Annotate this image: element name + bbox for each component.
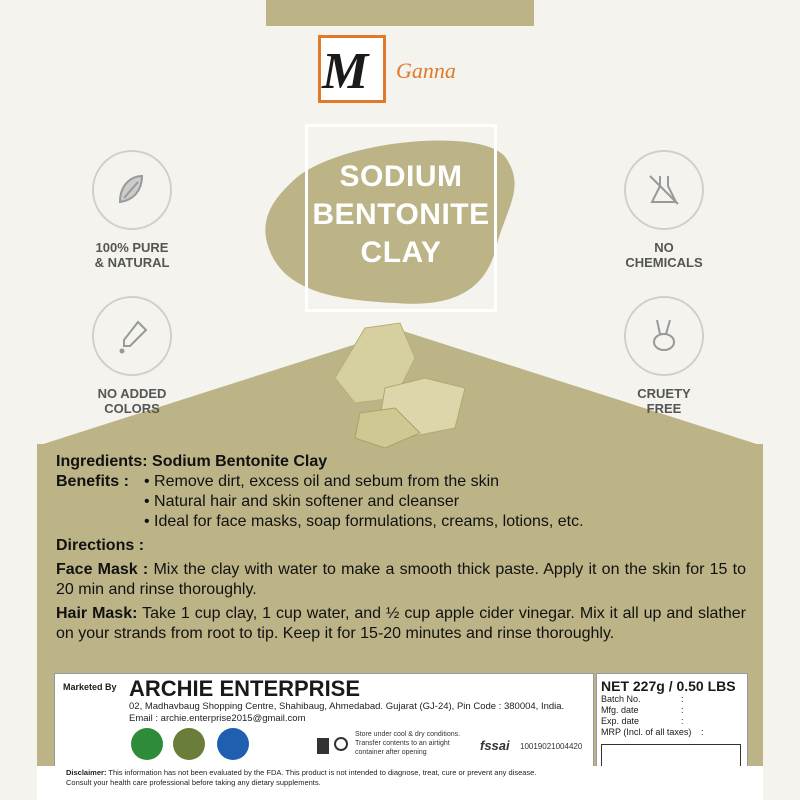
fssai-number: 10019021004420 [520,742,583,751]
title-line: BENTONITE [312,198,490,231]
feature-label: NO CHEMICALS [625,240,703,270]
feature-label: NO ADDED COLORS [97,386,167,416]
leaf-icon [92,150,172,230]
halal-icon [131,728,163,760]
dropper-icon [92,296,172,376]
feature-label: 100% PURE & NATURAL [94,240,170,270]
row-sep: : [701,727,704,737]
feature-no-chemicals [594,150,734,270]
info-text [56,452,746,644]
benefits-block [56,472,746,532]
company-email: Email : archie.enterprise2015@gmail.com [129,713,306,724]
hair-mask-label: Hair Mask: [56,605,138,622]
feature-no-colors [62,296,202,416]
feature-label: CRUETY FREE [637,386,691,416]
company-address: 02, Madhavbaug Shopping Centre, Shahibaug, Ahmedabad. Gujarat (GJ-24), Pin Code : 380004, India. [129,701,565,712]
row-sep: : [681,705,684,715]
row-sep: : [681,716,684,726]
rabbit-icon [624,296,704,376]
row-label: Batch No. [601,694,641,704]
list-item: • Ideal for face masks, soap formulations, creams, lotions, etc. [144,512,584,532]
row-label: MRP (Incl. of all taxes) [601,727,692,737]
marketer-box [54,673,594,767]
feature-pure-natural [62,150,202,270]
mfg-row [601,705,747,716]
disclaimer [66,768,746,788]
iso-icon [217,728,249,760]
disclaimer-text: This information has not been evaluated by the FDA. This product is not intended to diagnose, treat, cure or prevent any disease. [108,768,537,777]
benefits-label: Benefits : [56,473,129,490]
face-mask-label: Face Mask : [56,561,149,578]
list-item: • Natural hair and skin softener and cleanser [144,492,584,512]
face-mask-text [56,560,746,600]
disclaimer-label: Disclaimer: [66,768,107,777]
dustbin-icon [313,732,349,758]
row-sep: : [681,694,684,704]
ingredients-line [56,452,746,472]
fssai-logo: fssai [480,738,510,753]
batch-row [601,694,747,705]
clay-image [325,318,485,453]
hair-mask-body: Take 1 cup clay, 1 cup water, and ½ cup apple cider vinegar. Mix it all up and slather on your strands from root to tip. Keep it for 15-20 minutes and rinse thoroughly. [56,605,747,642]
flask-crossed-icon [624,150,704,230]
row-label: Exp. date [601,716,640,726]
row-label: Mfg. date [601,705,639,715]
face-mask-body: Mix the clay with water to make a smooth thick paste. Apply it on the skin for 15 to 20 min and rinse thoroughly. [56,561,746,598]
ingredients-value: Sodium Bentonite Clay [152,453,328,470]
directions-label [56,536,746,556]
brand-name: Ganna [396,58,456,83]
title-line: CLAY [360,236,442,269]
certified-icon [173,728,205,760]
marketed-by-label: Marketed By [63,682,117,692]
storage-text: Store under cool & dry conditions. Transfer contents to an airtight container after opening [355,731,461,756]
mrp-row [601,727,747,738]
top-bar [266,0,534,26]
hair-mask-text [56,604,746,644]
company-name: ARCHIE ENTERPRISE [129,676,361,701]
exp-row [601,716,747,727]
ingredients-label: Ingredients: [56,453,148,470]
logo-letter: M [322,43,369,100]
disclaimer-text-2: Consult your health care professional before taking any dietary supplements. [66,778,321,787]
net-weight: NET 227g / 0.50 LBS [601,678,736,694]
feature-cruelty-free [594,296,734,416]
directions-heading: Directions : [56,537,145,554]
benefits-list [144,472,584,532]
list-item: • Remove dirt, excess oil and sebum from the skin [144,472,584,492]
title-line: SODIUM [339,160,463,193]
product-title [305,158,497,272]
